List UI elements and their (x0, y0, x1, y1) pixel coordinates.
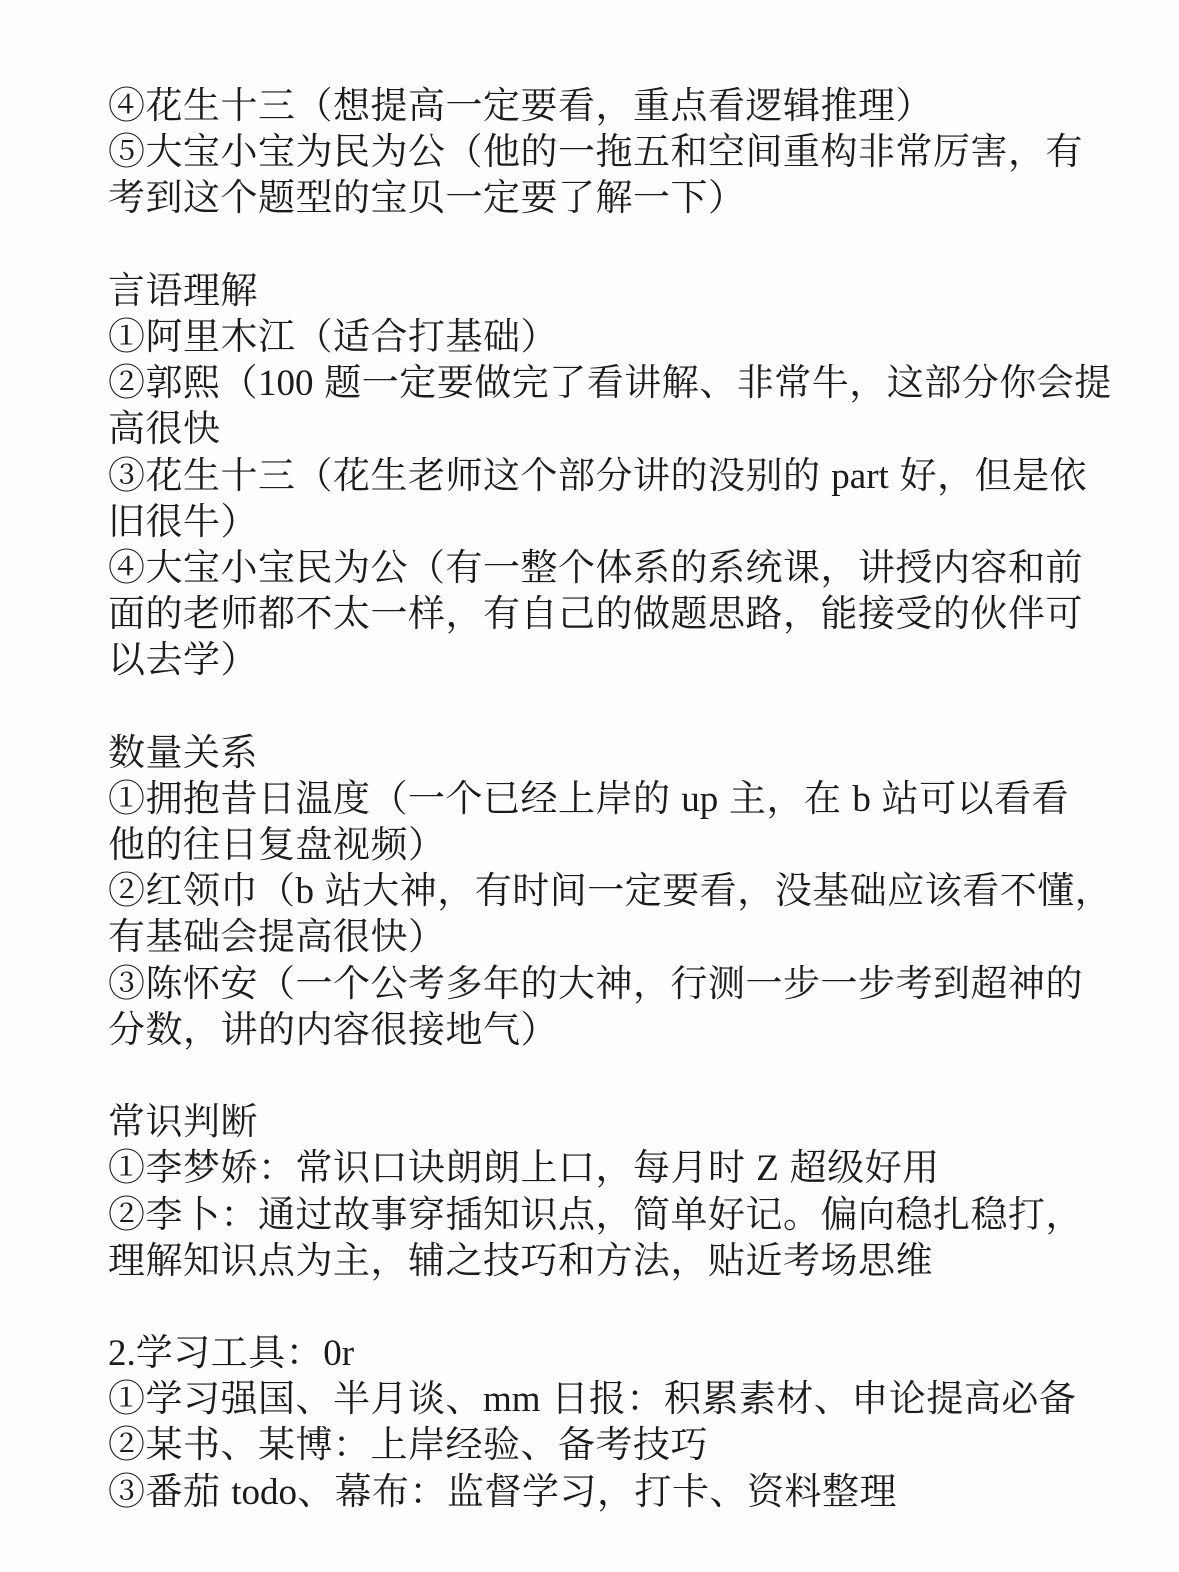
latin-text: part (831, 455, 889, 497)
latin-text: 0r (323, 1333, 355, 1375)
list-item-chenhuaian: ③陈怀安（一个公考多年的大神，行测一步一步考到超神的 (108, 962, 1083, 1004)
list-item-huasheng-shisan-2: ③花生十三（花生老师这个部分讲的没别的 part 好，但是依 (108, 454, 1088, 497)
latin-text: b (295, 871, 314, 913)
blank-line (108, 222, 1118, 268)
heading-changshi-panduan: 常识判断 (108, 1101, 258, 1143)
list-item-dabao-xiaobao: ⑤大宝小宝为民为公（他的一拖五和空间重构非常厉害，有 (108, 131, 1083, 173)
list-item-fanqie-todo: ③番茄 todo、幕布：监督学习，打卡、资料整理 (108, 1470, 898, 1513)
list-item-dabao-xiaobao-cont: 考到这个题型的宝贝一定要了解一下） (108, 177, 746, 219)
list-item-xuexi-qiangguo: ①学习强国、半月谈、mm 日报：积累素材、申论提高必备 (108, 1378, 1077, 1421)
blank-line (108, 1053, 1118, 1099)
list-item-libu-cont: 理解知识点为主，辅之技巧和方法，贴近考场思维 (108, 1239, 933, 1281)
list-item-limengjiao: ①李梦娇：常识口诀朗朗上口，每月时 Z 超级好用 (108, 1147, 940, 1190)
notes-text-block (108, 83, 1118, 1515)
list-item-guoxi: ②郭熙（100 题一定要做完了看讲解、非常牛，这部分你会提 (108, 362, 1112, 405)
latin-text: todo (231, 1471, 298, 1513)
blank-line (108, 1284, 1118, 1330)
heading-yuyan-lijie: 言语理解 (108, 269, 258, 311)
list-item-dabao-minweigong-cont2: 以去学） (108, 639, 258, 681)
list-item-dabao-minweigong: ④大宝小宝民为公（有一整个体系的系统课，讲授内容和前 (108, 546, 1083, 588)
list-item-moushu-moubo: ②某书、某博：上岸经验、备考技巧 (108, 1424, 708, 1466)
list-item-huasheng-shisan-2-cont: 旧很牛） (108, 500, 258, 542)
heading-xuexi-gongju: 2.学习工具：0r (108, 1332, 355, 1375)
latin-text: b (852, 778, 871, 820)
list-item-yongbao-xiri-wendu: ①拥抱昔日温度（一个已经上岸的 up 主，在 b 站可以看看 (108, 777, 1070, 820)
list-item-alimujiang: ①阿里木江（适合打基础） (108, 315, 558, 357)
list-item-chenhuaian-cont: 分数，讲的内容很接地气） (108, 1008, 558, 1050)
list-item-honglingjin: ②红领巾（b 站大神，有时间一定要看，没基础应该看不懂， (108, 870, 1113, 913)
latin-text: up (681, 778, 719, 820)
latin-text: mm (483, 1379, 541, 1421)
list-item-yongbao-xiri-wendu-cont: 他的往日复盘视频） (108, 824, 446, 865)
heading-shuliang-guanxi: 数量关系 (108, 731, 258, 773)
list-item-honglingjin-cont: 有基础会提高很快） (108, 916, 446, 958)
latin-text: Z (756, 1148, 779, 1190)
list-item-dabao-minweigong-cont1: 面的老师都不太一样，有自己的做题思路，能接受的伙伴可 (108, 593, 1083, 635)
list-item-guoxi-cont: 高很快 (108, 408, 221, 450)
blank-line (108, 683, 1118, 729)
list-item-huasheng-shisan: ④花生十三（想提高一定要看，重点看逻辑推理） (108, 85, 933, 126)
latin-text: 2. (108, 1333, 136, 1375)
list-item-libu: ②李卜：通过故事穿插知识点，简单好记。偏向稳扎稳打， (108, 1193, 1083, 1235)
latin-text: 100 (258, 363, 314, 405)
